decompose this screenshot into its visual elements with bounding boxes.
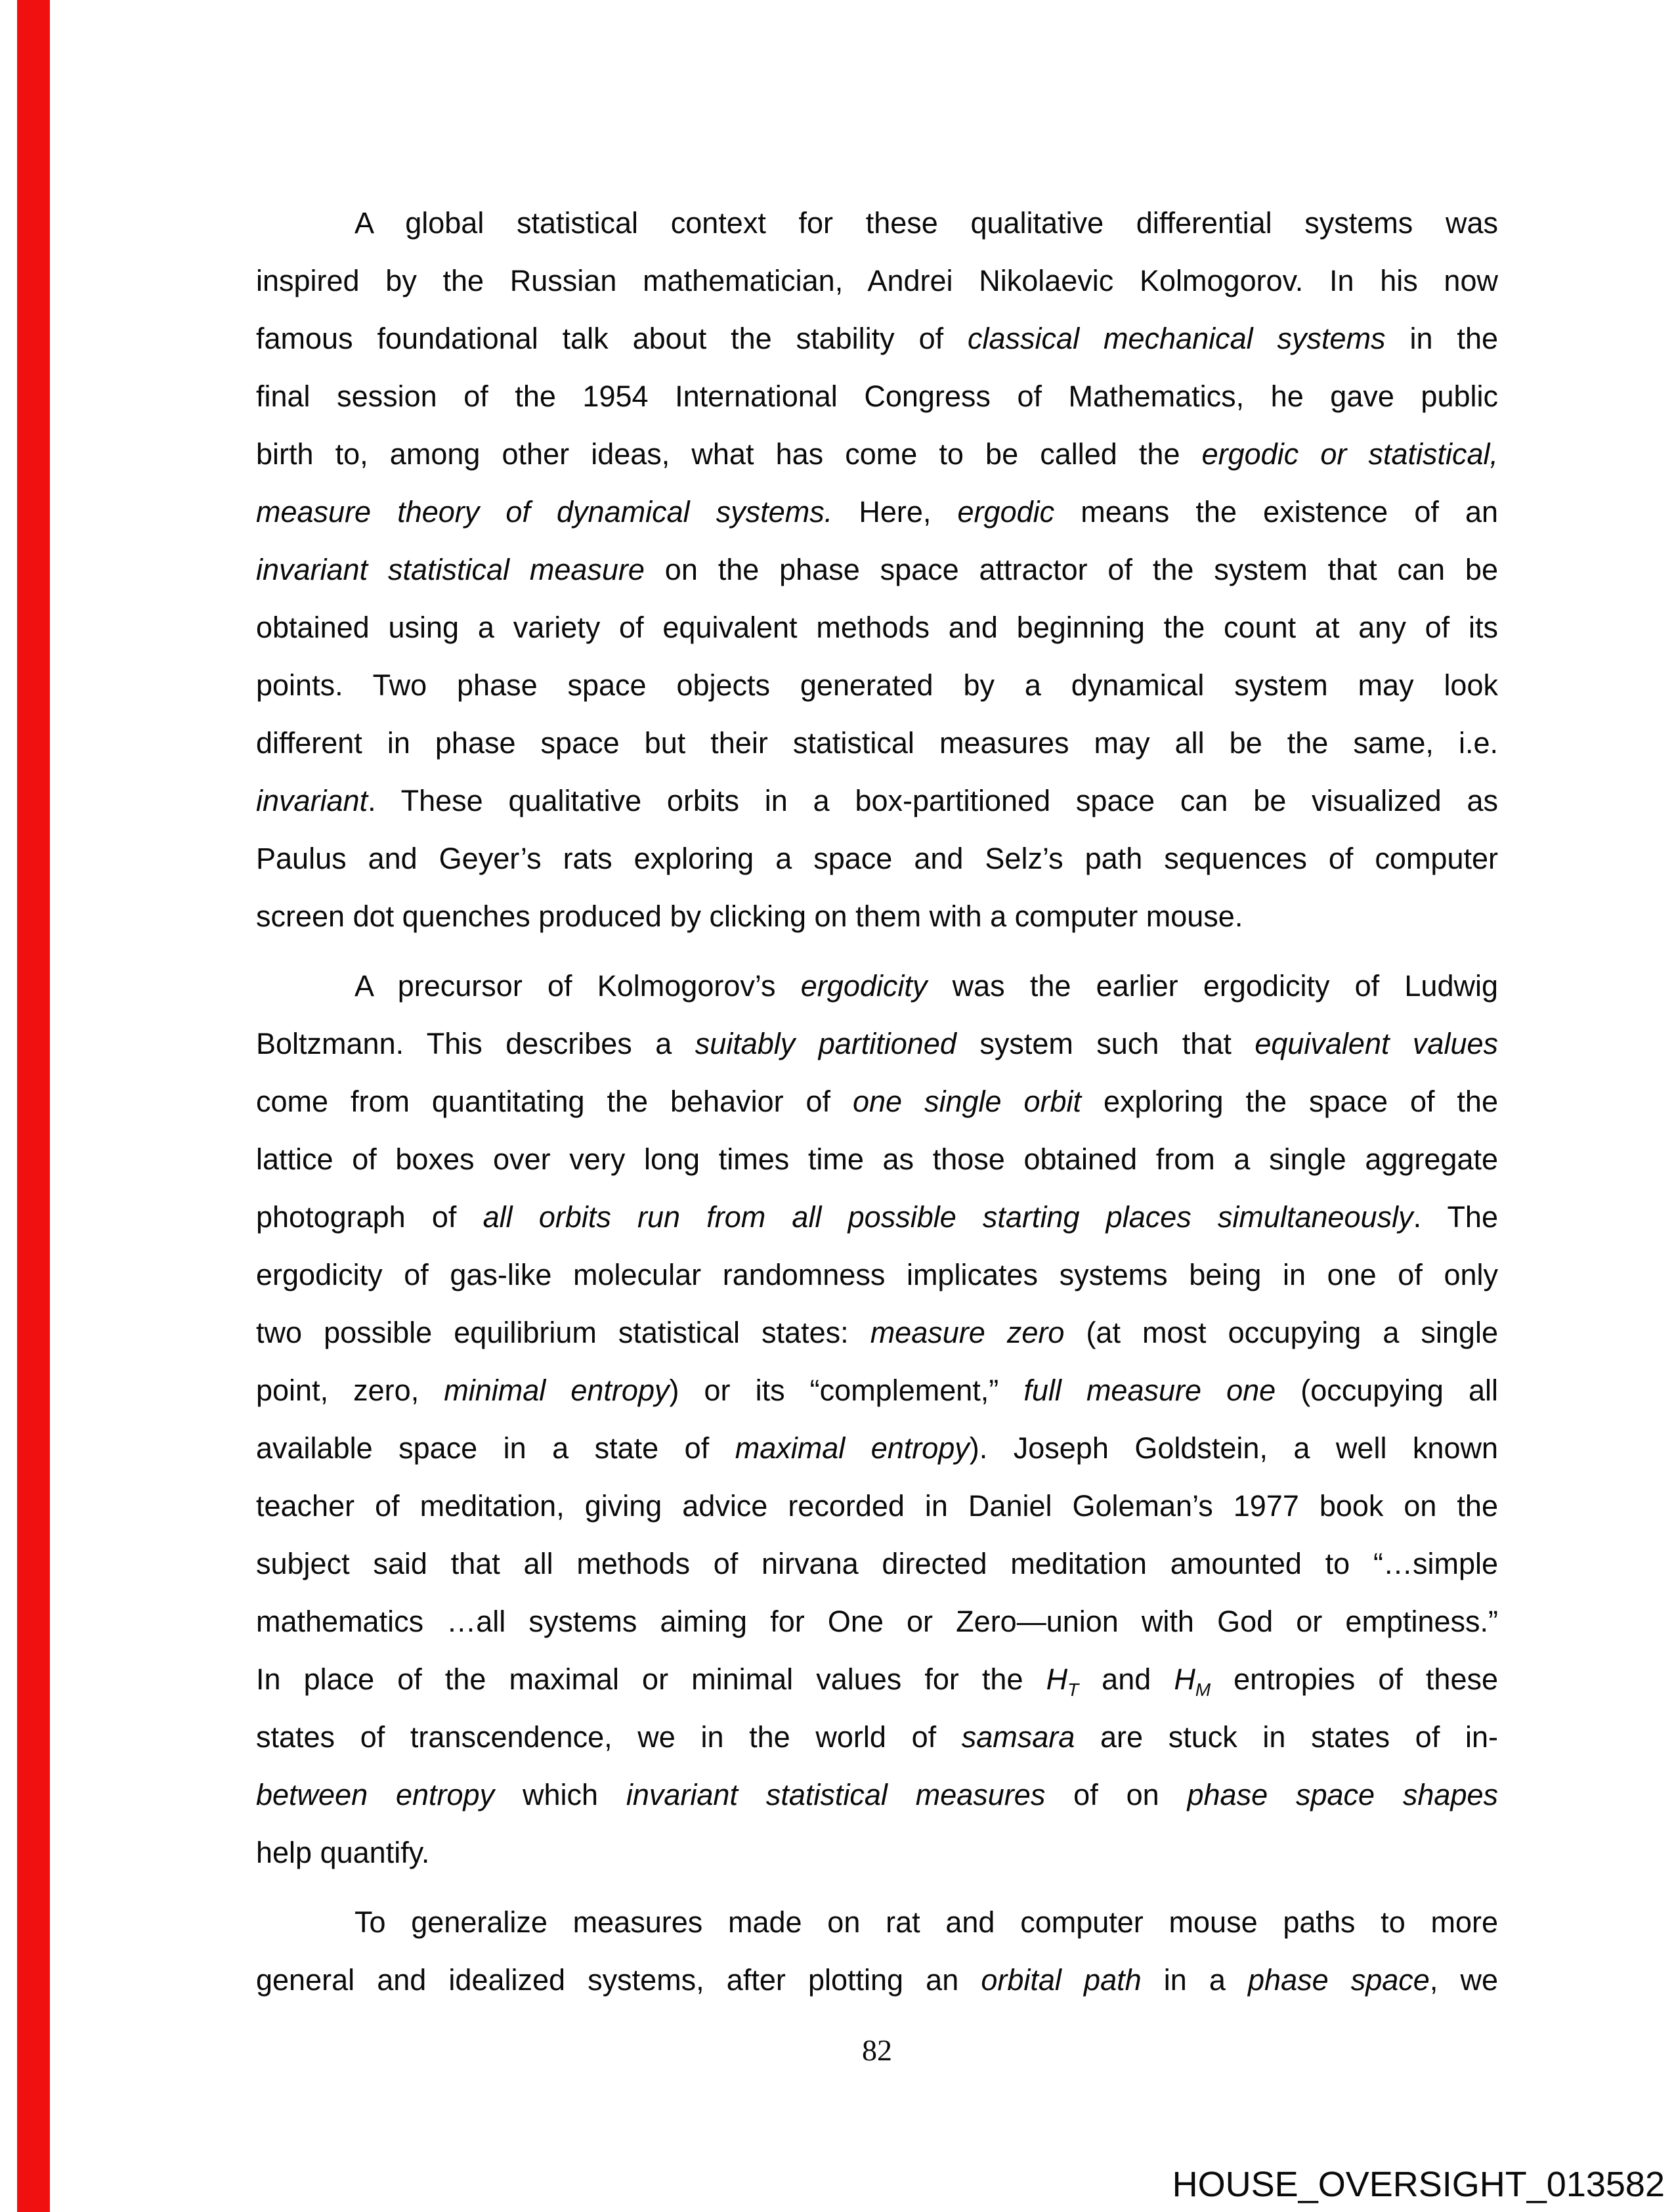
text-line [256,1894,1498,1951]
text-segment: two possible equilibrium statistical states: [256,1316,870,1349]
text-segment: ergodic [957,495,1055,529]
text-segment: birth to, among other ideas, what has come to be called the [256,437,1202,471]
text-segment: ) or its “complement,” [669,1374,1024,1407]
text-segment: , we [1429,1963,1498,1997]
text-segment: To generalize measures made on rat and computer mouse paths to more [354,1905,1498,1939]
subscript-text: T [1067,1680,1079,1700]
text-segment: obtained using a variety of equivalent methods and beginning the count at any of its [256,611,1498,644]
text-line [256,1131,1498,1188]
text-line [256,252,1498,310]
text-line [256,1015,1498,1073]
text-segment: measure zero [870,1316,1065,1349]
text-segment: in the [1385,322,1498,355]
text-segment: in a [1141,1963,1249,1997]
bates-number: HOUSE_OVERSIGHT_013582 [1172,2165,1665,2204]
text-segment: orbital path [981,1963,1142,1997]
text-segment: points. Two phase space objects generated by a dynamical system may look [256,668,1498,702]
page-number: 82 [862,2033,892,2067]
text-segment: In place of the maximal or minimal values for the [256,1662,1046,1696]
text-line [256,310,1498,368]
text-segment: all orbits run from all possible starting places simultaneously [483,1200,1413,1234]
text-line [256,830,1498,888]
text-segment: H [1046,1662,1068,1696]
text-line [256,599,1498,657]
text-segment: invariant statistical measure [256,553,645,586]
text-line [256,368,1498,425]
text-segment: suitably partitioned [695,1027,956,1060]
text-segment: system such that [956,1027,1255,1060]
text-line [256,657,1498,714]
text-segment: means the existence of an [1054,495,1499,529]
text-segment: invariant [256,784,368,817]
text-line [256,1477,1498,1535]
text-line [256,483,1498,541]
text-segment: lattice of boxes over very long times time as those obtained from a single aggregate [256,1142,1498,1176]
text-segment: on the phase space attractor of the system that can be [644,553,1498,586]
text-segment: ergodicity of gas-like molecular randomness implicates systems being in one of only [256,1258,1498,1291]
text-segment: A global statistical context for these qualitative differential systems was [354,206,1498,240]
text-segment: classical mechanical systems [968,322,1386,355]
text-segment: between entropy [256,1778,495,1811]
text-line [256,957,1498,1015]
text-line [256,1188,1498,1246]
text-segment: are stuck in states of in- [1075,1720,1498,1754]
paragraph [256,194,1498,945]
paragraph [256,957,1498,1882]
text-segment: states of transcendence, we in the world of [256,1720,962,1754]
text-segment: minimal entropy [444,1374,670,1407]
text-segment: Paulus and Geyer’s rats exploring a space and Selz’s path sequences of computer [256,842,1498,875]
text-segment: ergodicity [800,969,928,1003]
text-line [256,772,1498,830]
text-line [256,888,1498,945]
text-segment: A precursor of Kolmogorov’s [354,969,801,1003]
text-segment: general and idealized systems, after plotting an [256,1963,981,1997]
text-line [256,1651,1498,1708]
text-segment: Boltzmann. This describes a [256,1027,695,1060]
text-segment: samsara [961,1720,1075,1754]
text-segment: come from quantitating the behavior of [256,1085,853,1118]
text-segment: help quantify. [256,1836,430,1869]
text-segment: point, zero, [256,1374,444,1407]
text-line [256,1766,1498,1824]
text-line [256,425,1498,483]
text-line [256,541,1498,599]
text-segment: ergodic or statistical, [1201,437,1499,471]
text-segment: ). Joseph Goldstein, a well known [969,1431,1498,1465]
text-segment: famous foundational talk about the stability of [256,322,968,355]
text-segment: (at most occupying a single [1064,1316,1498,1349]
text-segment: measure theory of dynamical systems. [256,495,833,529]
text-segment: equivalent values [1255,1027,1498,1060]
text-segment: entropies of these [1211,1662,1498,1696]
text-segment: H [1174,1662,1195,1696]
text-segment: invariant statistical measures [626,1778,1046,1811]
text-segment: inspired by the Russian mathematician, Andrei Nikolaevic Kolmogorov. In his now [256,264,1498,297]
text-segment: available space in a state of [256,1431,735,1465]
text-line [256,1951,1498,2009]
text-segment: which [494,1778,626,1811]
text-segment: photograph of [256,1200,483,1234]
text-segment: different in phase space but their statistical measures may all be the same, i.e. [256,726,1498,760]
text-line [256,1708,1498,1766]
text-line [256,1362,1498,1420]
text-segment: phase space shapes [1187,1778,1499,1811]
paragraph [256,1894,1498,2009]
text-segment: exploring the space of the [1081,1085,1498,1118]
text-segment: maximal entropy [735,1431,970,1465]
text-line [256,1073,1498,1131]
text-line [256,1593,1498,1651]
document-body [256,194,1498,2021]
text-line [256,714,1498,772]
text-segment: . The [1413,1200,1498,1234]
text-segment: final session of the 1954 International Congress of Mathematics, he gave public [256,380,1498,413]
text-segment: of on [1045,1778,1188,1811]
text-line [256,1824,1498,1882]
text-segment: was the earlier ergodicity of Ludwig [927,969,1498,1003]
subscript-text: M [1195,1680,1211,1700]
text-line [256,194,1498,252]
text-segment: subject said that all methods of nirvana directed meditation amounted to “…simple [256,1547,1498,1580]
text-segment: teacher of meditation, giving advice recorded in Daniel Goleman’s 1977 book on the [256,1489,1498,1523]
text-line [256,1246,1498,1304]
text-segment: . These qualitative orbits in a box-partitioned space can be visualized as [368,784,1498,817]
text-segment: (occupying all [1276,1374,1498,1407]
text-line [256,1420,1498,1477]
red-margin-bar [17,0,50,2212]
text-segment: and [1079,1662,1174,1696]
text-line [256,1304,1498,1362]
text-segment: full measure one [1023,1374,1276,1407]
text-segment: phase space [1248,1963,1430,1997]
text-segment: Here, [832,495,958,529]
text-line [256,1535,1498,1593]
text-segment: screen dot quenches produced by clicking on them with a computer mouse. [256,900,1243,933]
text-segment: mathematics …all systems aiming for One or Zero—union with God or emptiness.” [256,1605,1498,1638]
text-segment: one single orbit [852,1085,1082,1118]
